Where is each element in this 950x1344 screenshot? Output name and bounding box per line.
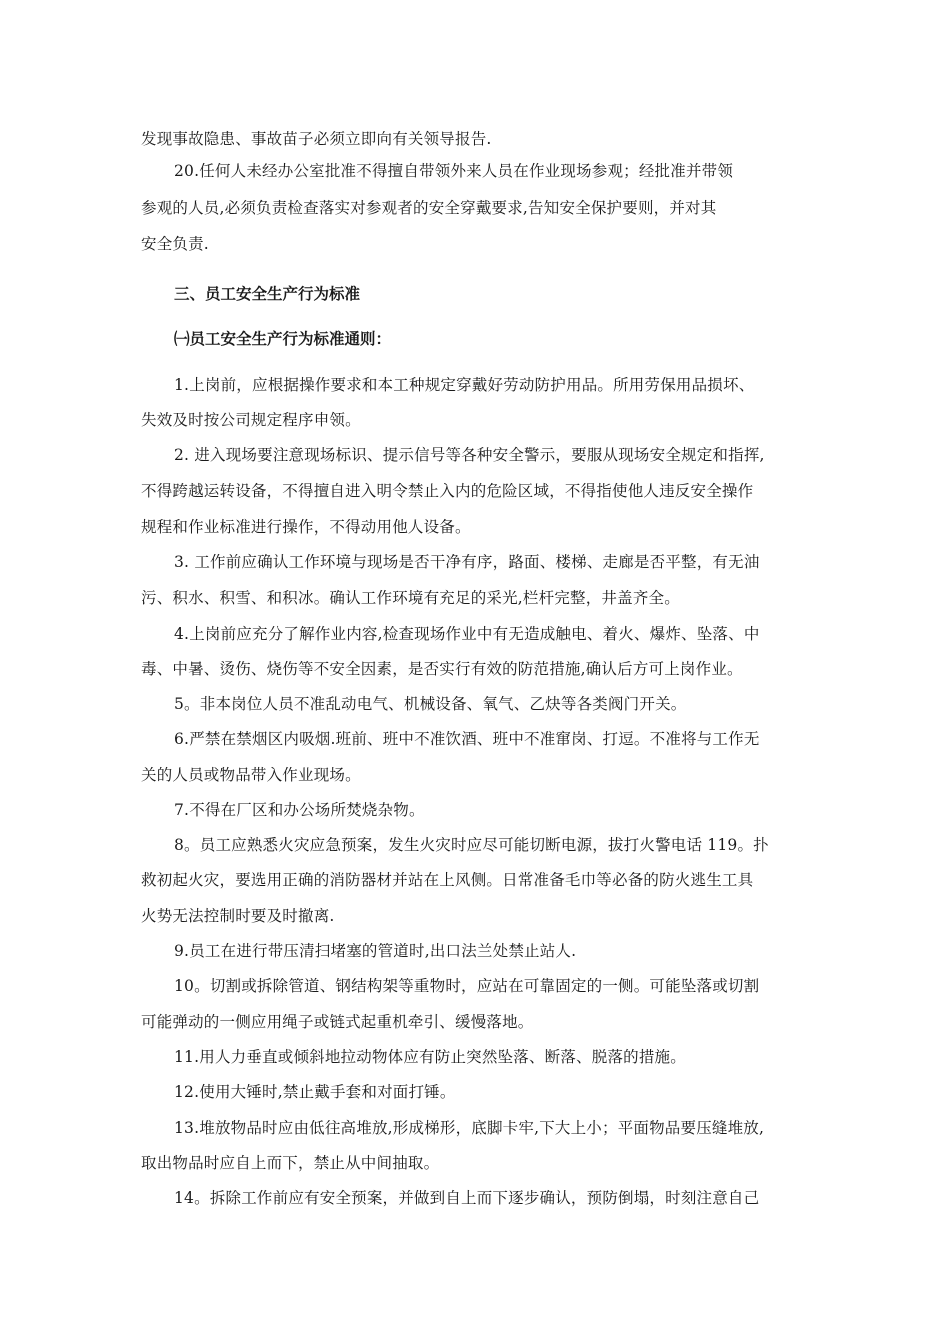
paragraph-line: 火势无法控制时要及时撤离.	[141, 907, 335, 925]
section-heading: 三、员工安全生产行为标准	[174, 285, 361, 303]
paragraph-line: 1.上岗前，应根据操作要求和本工种规定穿戴好劳动防护用品。所用劳保用品损坏、	[174, 376, 755, 394]
paragraph-line: 5。非本岗位人员不准乱动电气、机械设备、氧气、乙炔等各类阀门开关。	[174, 695, 687, 713]
paragraph-line: 取出物品时应自上而下，禁止从中间抽取。	[141, 1154, 440, 1172]
paragraph-line: 11.用人力垂直或倾斜地拉动物体应有防止突然坠落、断落、脱落的措施。	[174, 1048, 686, 1066]
paragraph-line: 14。拆除工作前应有安全预案，并做到自上而下逐步确认，预防倒塌，时刻注意自己	[174, 1189, 760, 1207]
subsection-heading: ㈠员工安全生产行为标准通则：	[174, 330, 392, 348]
paragraph-line: 发现事故隐患、事故苗子必须立即向有关领导报告.	[141, 130, 492, 148]
paragraph-line: 9.员工在进行带压清扫堵塞的管道时,出口法兰处禁止站人.	[174, 942, 577, 960]
paragraph-line: 不得跨越运转设备，不得擅自进入明令禁止入内的危险区域，不得指使他人违反安全操作	[141, 482, 754, 500]
paragraph-line: 毒、中暑、烫伤、烧伤等不安全因素，是否实行有效的防范措施,确认后方可上岗作业。	[141, 660, 743, 678]
paragraph-line: 救初起火灾，要选用正确的消防器材并站在上风侧。日常准备毛巾等必备的防火逃生工具	[141, 871, 754, 889]
paragraph-line: 关的人员或物品带入作业现场。	[141, 766, 361, 784]
paragraph-line: 12.使用大锤时,禁止戴手套和对面打锤。	[174, 1083, 456, 1101]
paragraph-line: 2. 进入现场要注意现场标识、提示信号等各种安全警示，要服从现场安全规定和指挥,	[174, 446, 765, 464]
paragraph-line: 10。切割或拆除管道、钢结构架等重物时，应站在可靠固定的一侧。可能坠落或切割	[174, 977, 760, 995]
paragraph-line: 7.不得在厂区和办公场所焚烧杂物。	[174, 801, 425, 819]
paragraph-line: 13.堆放物品时应由低往高堆放,形成梯形，底脚卡牢,下大上小；平面物品要压缝堆放,	[174, 1119, 765, 1137]
paragraph-line: 3. 工作前应确认工作环境与现场是否干净有序，路面、楼梯、走廊是否平整，有无油	[174, 553, 760, 571]
paragraph-line: 参观的人员,必须负责检查落实对参观者的安全穿戴要求,告知安全保护要则，并对其	[141, 199, 717, 217]
paragraph-line: 失效及时按公司规定程序申领。	[141, 411, 361, 429]
paragraph-line: 安全负责.	[141, 235, 209, 253]
paragraph-line: 污、积水、积雪、和积冰。确认工作环境有充足的采光,栏杆完整，井盖齐全。	[141, 589, 680, 607]
paragraph-line: 可能弹动的一侧应用绳子或链式起重机牵引、缓慢落地。	[141, 1013, 534, 1031]
paragraph-line: 6.严禁在禁烟区内吸烟.班前、班中不准饮酒、班中不准窜岗、打逗。不准将与工作无	[174, 730, 760, 748]
paragraph-line: 4.上岗前应充分了解作业内容,检查现场作业中有无造成触电、着火、爆炸、坠落、中	[174, 625, 760, 643]
paragraph-line: 规程和作业标准进行操作，不得动用他人设备。	[141, 518, 471, 536]
paragraph-line: 20.任何人未经办公室批准不得擅自带领外来人员在作业现场参观；经批准并带领	[174, 162, 734, 180]
paragraph-line: 8。员工应熟悉火灾应急预案，发生火灾时应尽可能切断电源，拔打火警电话 119。扑	[174, 836, 769, 854]
